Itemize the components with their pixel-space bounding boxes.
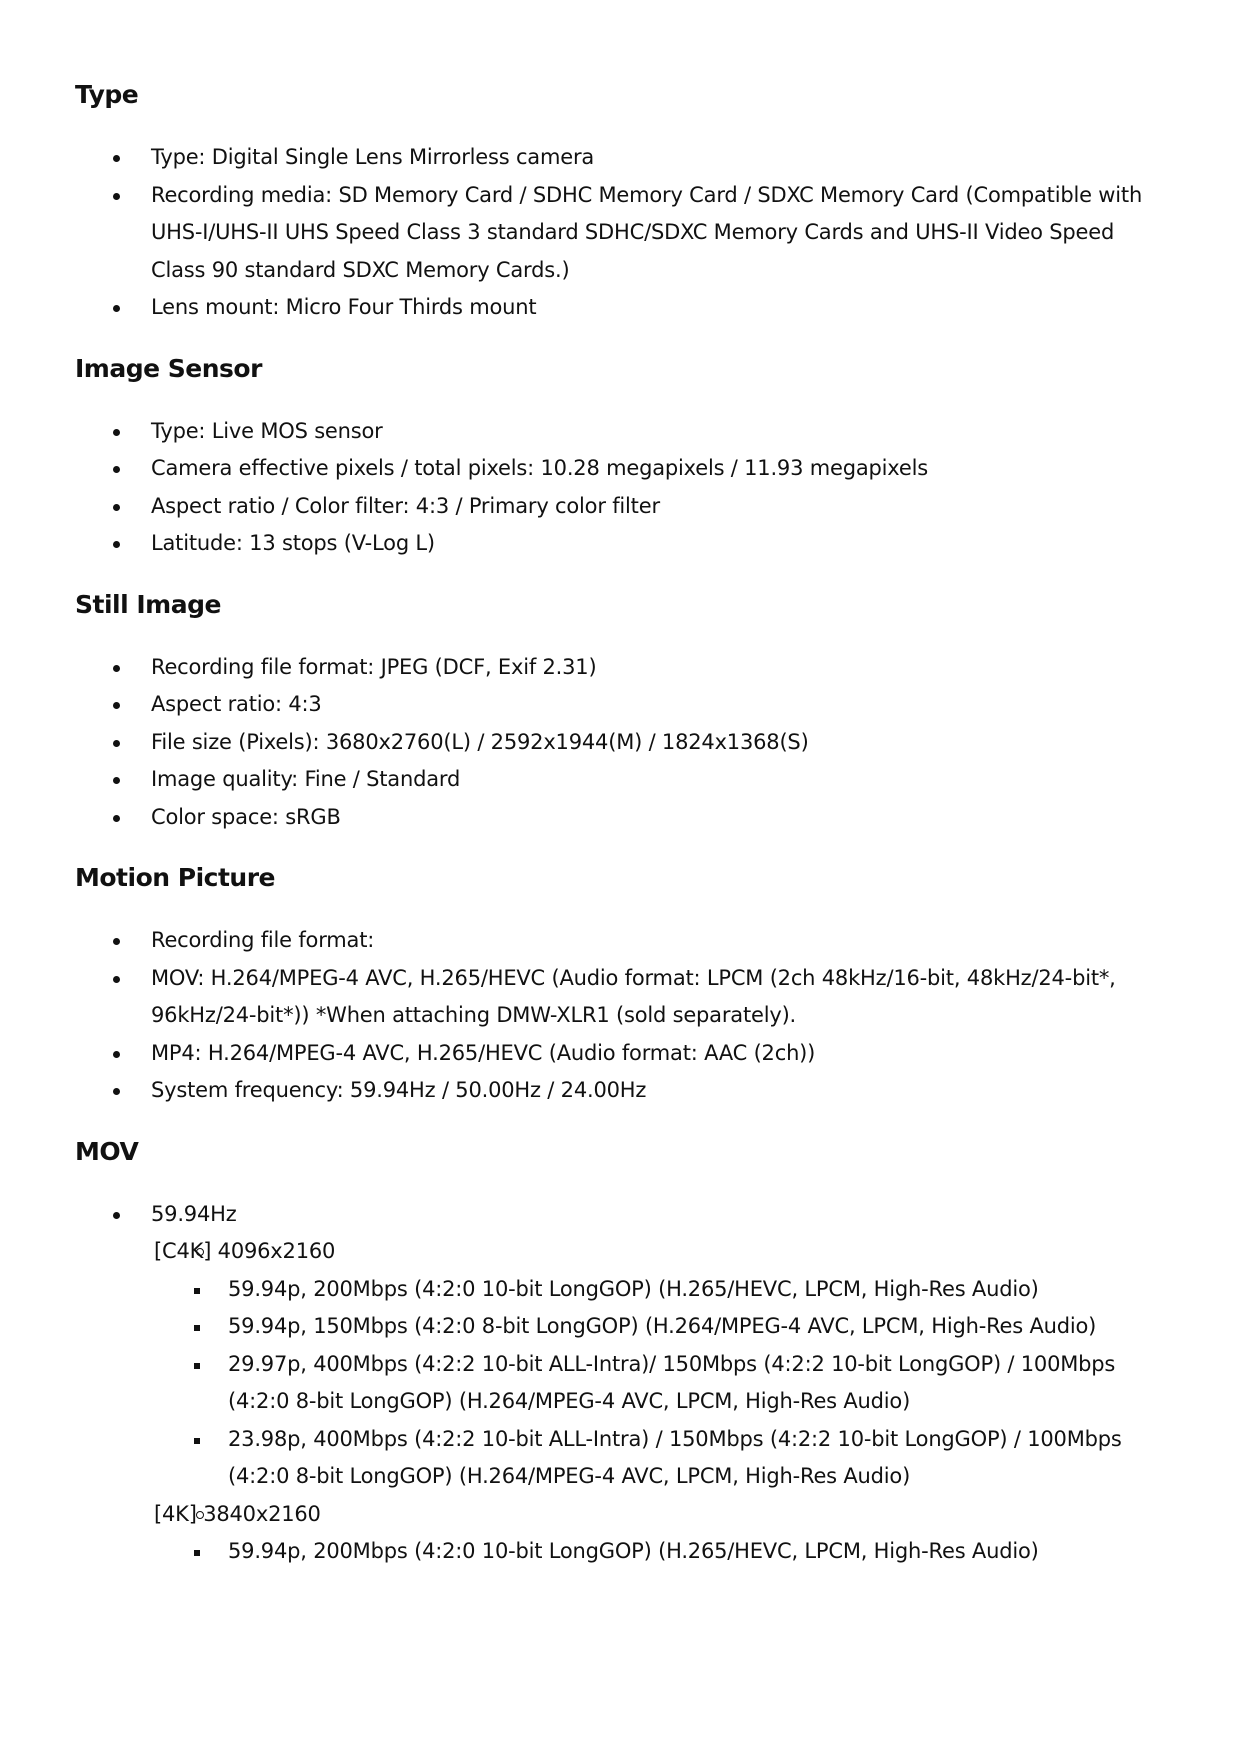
resolution-label: [C4K] 4096x2160 — [154, 1239, 336, 1263]
mode-item: 29.97p, 400Mbps (4:2:2 10-bit ALL-Intra)/ 150Mbps (4:2:2 10-bit LongGOP) / 100Mbps (4:2:0 8-bit LongGOP) (H.264/MPEG-4 AVC, LPCM, High-Res Audio) — [154, 1346, 1166, 1421]
resolution-item — [81, 1496, 1166, 1571]
mode-item: 23.98p, 400Mbps (4:2:2 10-bit ALL-Intra) / 150Mbps (4:2:2 10-bit LongGOP) / 100Mbps (4:2:0 8-bit LongGOP) (H.264/MPEG-4 AVC, LPCM, High-Res Audio) — [154, 1421, 1166, 1496]
list-item: Type: Digital Single Lens Mirrorless camera — [75, 139, 1166, 177]
mode-list — [154, 1533, 1166, 1571]
list-item: MOV: H.264/MPEG-4 AVC, H.265/HEVC (Audio format: LPCM (2ch 48kHz/16-bit, 48kHz/24-bit*, 96kHz/24-bit*)) *When attaching DMW-XLR1 (sold separately). — [75, 960, 1166, 1035]
list-item: Image quality: Fine / Standard — [75, 761, 1166, 799]
mode-list — [154, 1271, 1166, 1496]
list-item — [75, 1196, 1166, 1571]
list-item: Type: Live MOS sensor — [75, 413, 1166, 451]
mode-item: 59.94p, 150Mbps (4:2:0 8-bit LongGOP) (H.264/MPEG-4 AVC, LPCM, High-Res Audio) — [154, 1308, 1166, 1346]
section-motion-picture — [75, 857, 1166, 1110]
list-item: MP4: H.264/MPEG-4 AVC, H.265/HEVC (Audio format: AAC (2ch)) — [75, 1035, 1166, 1073]
resolution-item — [81, 1233, 1166, 1496]
section-heading: Motion Picture — [75, 863, 275, 892]
list-item: File size (Pixels): 3680x2760(L) / 2592x1944(M) / 1824x1368(S) — [75, 724, 1166, 762]
section-mov — [75, 1131, 1166, 1571]
list-item: Latitude: 13 stops (V-Log L) — [75, 525, 1166, 563]
section-image-sensor — [75, 348, 1166, 563]
mode-item: 59.94p, 200Mbps (4:2:0 10-bit LongGOP) (H.265/HEVC, LPCM, High-Res Audio) — [154, 1533, 1166, 1571]
mode-item: 59.94p, 200Mbps (4:2:0 10-bit LongGOP) (H.265/HEVC, LPCM, High-Res Audio) — [154, 1271, 1166, 1309]
section-type — [75, 74, 1166, 327]
spec-list — [75, 1196, 1166, 1571]
list-item: Recording media: SD Memory Card / SDHC Memory Card / SDXC Memory Card (Compatible with UHS-I/UHS-II UHS Speed Class 3 standard SDHC/SDXC Memory Cards and UHS-II Video Speed Class 90 standard SDXC Memory Cards.) — [75, 177, 1166, 290]
spec-list — [75, 413, 1166, 563]
list-item: Aspect ratio / Color filter: 4:3 / Primary color filter — [75, 488, 1166, 526]
resolution-list — [151, 1233, 1166, 1571]
list-item: Camera effective pixels / total pixels: 10.28 megapixels / 11.93 megapixels — [75, 450, 1166, 488]
section-heading: MOV — [75, 1136, 139, 1166]
list-item: Lens mount: Micro Four Thirds mount — [75, 289, 1166, 327]
spec-list — [75, 139, 1166, 327]
spec-list — [75, 922, 1166, 1110]
list-item: Color space: sRGB — [75, 799, 1166, 837]
section-heading: Image Sensor — [75, 353, 262, 383]
section-heading: Still Image — [75, 589, 221, 619]
list-item: Recording file format: — [75, 922, 1166, 960]
frequency-label: 59.94Hz — [151, 1201, 237, 1226]
list-item: Recording file format: JPEG (DCF, Exif 2.31) — [75, 649, 1166, 687]
section-still-image — [75, 584, 1166, 837]
list-item: Aspect ratio: 4:3 — [75, 686, 1166, 724]
list-item: System frequency: 59.94Hz / 50.00Hz / 24.00Hz — [75, 1072, 1166, 1110]
resolution-label: [4K] 3840x2160 — [154, 1501, 321, 1526]
section-heading: Type — [75, 80, 139, 109]
spec-list — [75, 649, 1166, 837]
